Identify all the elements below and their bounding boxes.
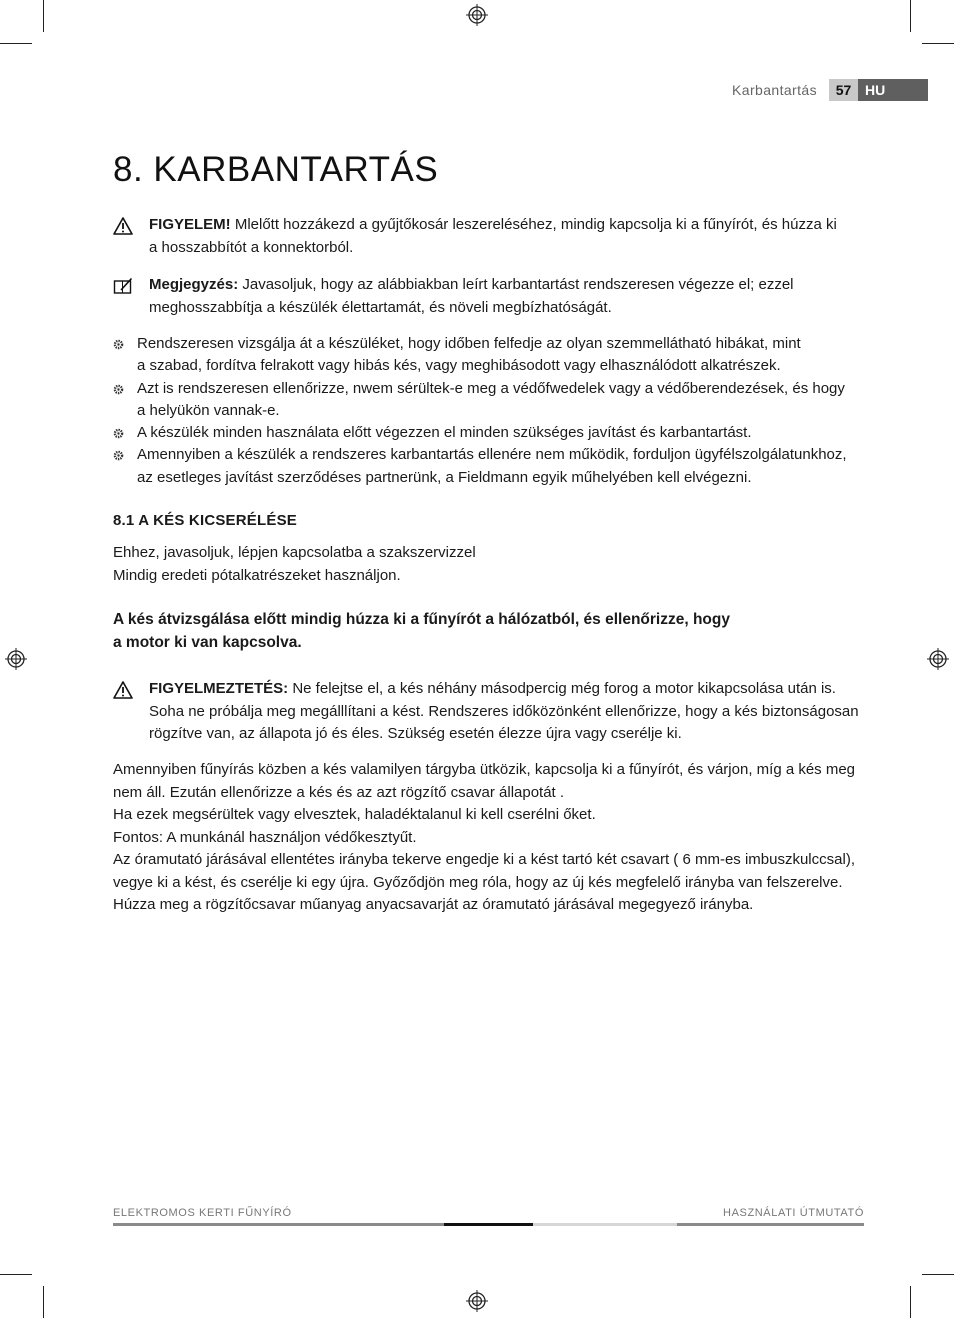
footer-document-type: HASZNÁLATI ÚTMUTATÓ: [723, 1207, 864, 1219]
note-text: Javasoljuk, hogy az alábbiakban leírt karbantartást rendszeresen végezze el; ezzel: [238, 276, 794, 293]
paragraph-line: nem áll. Ezután ellenőrizze a kés és az azt rögzítő csavar állapotát .: [113, 783, 565, 801]
registration-mark-icon: [466, 4, 488, 26]
warning-notice: [113, 214, 863, 259]
gear-bullet-icon: [113, 428, 124, 439]
section-heading: 8.1 A KÉS KICSERÉLÉSE: [113, 512, 297, 529]
footer-bar: [113, 1223, 444, 1226]
gear-bullet-icon: [113, 339, 124, 350]
crop-mark: [0, 43, 32, 44]
paragraph-line: Ehhez, javasoljuk, lépjen kapcsolatba a szakszervizzel: [113, 544, 476, 561]
caution-text: Ne felejtse el, a kés néhány másodpercig még forog a motor kikapcsolása után is.: [288, 680, 836, 697]
warning-label: FIGYELEM!: [149, 216, 231, 233]
caution-text: rögzítve van, az állapota jó és éles. Szükség esetén élezze újra vagy cserélje ki.: [149, 725, 682, 742]
crop-mark: [922, 43, 954, 44]
paragraph-line: Mindig eredeti pótalkatrészeket használjon.: [113, 566, 401, 584]
language-badge: HU: [858, 79, 928, 101]
crop-mark: [43, 1286, 44, 1318]
paragraph-line: Ha ezek megsérültek vagy elvesztek, haladéktalanul ki kell cserélni őket.: [113, 806, 596, 823]
paragraph-line: Húzza meg a rögzítőcsavar műanyag anyacsavarját az óramutató járásával megegyező irányba.: [113, 896, 754, 913]
list-item: Amennyiben a készülék a rendszeres karbantartás ellenére nem működik, forduljon ügyfélszolgálatunkhoz, az esetleges javítást szerződéses partnerünk, a Fieldmann egyik műhelyében kell elvégezni.: [113, 444, 863, 489]
maintenance-list: [113, 333, 863, 489]
caution-label: FIGYELMEZTETÉS:: [149, 680, 289, 697]
note-text: meghosszabbítja a készülék élettartamát, és növeli megbízhatóságát.: [149, 298, 612, 316]
bold-safety-warning: A kés átvizsgálása előtt mindig húzza ki a fűnyírót a hálózatból, és ellenőrizze, hogy a motor ki van kapcsolva.: [113, 611, 730, 651]
caution-notice: [113, 678, 863, 746]
notebook-pencil-icon: [113, 277, 133, 295]
gear-bullet-icon: [113, 384, 124, 395]
list-item: Azt is rendszeresen ellenőrizze, nwem sérültek-e meg a védőfwedelek vagy a védőberendezések, és hogy a helyükön vannak-e.: [113, 378, 863, 423]
crop-mark: [0, 1274, 32, 1275]
registration-mark-icon: [5, 648, 27, 670]
warning-text: Mlelőtt hozzákezd a gyűjtőkosár leszereléséhez, mindig kapcsolja ki a fűnyírót, és húzza ki: [230, 216, 837, 233]
list-item: Rendszeresen vizsgálja át a készüléket, hogy időben felfedje az olyan szemmellátható hibákat, mint a szabad, fordítva felrakott vagy hibás kés, vagy meghibásodott vagy elhasználódott alkatrészek.: [113, 333, 863, 378]
caution-text: Soha ne próbálja meg megálllítani a kést. Rendszeres időközönként ellenőrizze, hogy a kés biztonságosan: [149, 702, 859, 720]
page-title: 8. KARBANTARTÁS: [113, 150, 439, 189]
paragraph-line: Az óramutató járásával ellentétes irányba tekerve engedje ki a kést tartó két csavart ( 6 mm-es imbuszkulccsal),: [113, 851, 855, 868]
paragraph-line: Amennyiben fűnyírás közben a kés valamilyen tárgyba ütközik, kapcsolja ki a fűnyírót, és várjon, míg a kés meg: [113, 761, 856, 778]
warning-triangle-icon: [113, 217, 133, 235]
header-section-name: Karbantartás: [732, 82, 817, 98]
registration-mark-icon: [466, 1290, 488, 1312]
footer-bar: [677, 1223, 864, 1226]
crop-mark: [43, 0, 44, 32]
note-notice: [113, 274, 863, 319]
paragraph-line: vegye ki a kést, és cserélje ki egy újra. Győződjön meg róla, hogy az új kés megfelelő irányba van felszerelve.: [113, 873, 843, 891]
section-intro: [113, 542, 863, 587]
paragraph-line: Fontos: A munkánál használjon védőkesztyűt.: [113, 828, 417, 846]
section-body: [113, 759, 863, 917]
warning-triangle-icon: [113, 681, 133, 699]
crop-mark: [910, 1286, 911, 1318]
list-item: A készülék minden használata előtt végezzen el minden szükséges javítást és karbantartást.: [113, 422, 863, 444]
footer-product-name: ELEKTROMOS KERTI FŰNYÍRÓ: [113, 1207, 292, 1219]
warning-text: a hosszabbítót a konnektorból.: [149, 238, 354, 256]
crop-mark: [922, 1274, 954, 1275]
footer-bar: [444, 1223, 533, 1226]
page-number: 57: [829, 79, 858, 101]
registration-mark-icon: [927, 648, 949, 670]
note-label: Megjegyzés:: [149, 276, 239, 293]
crop-mark: [910, 0, 911, 32]
footer-bar: [533, 1223, 677, 1226]
gear-bullet-icon: [113, 450, 124, 461]
